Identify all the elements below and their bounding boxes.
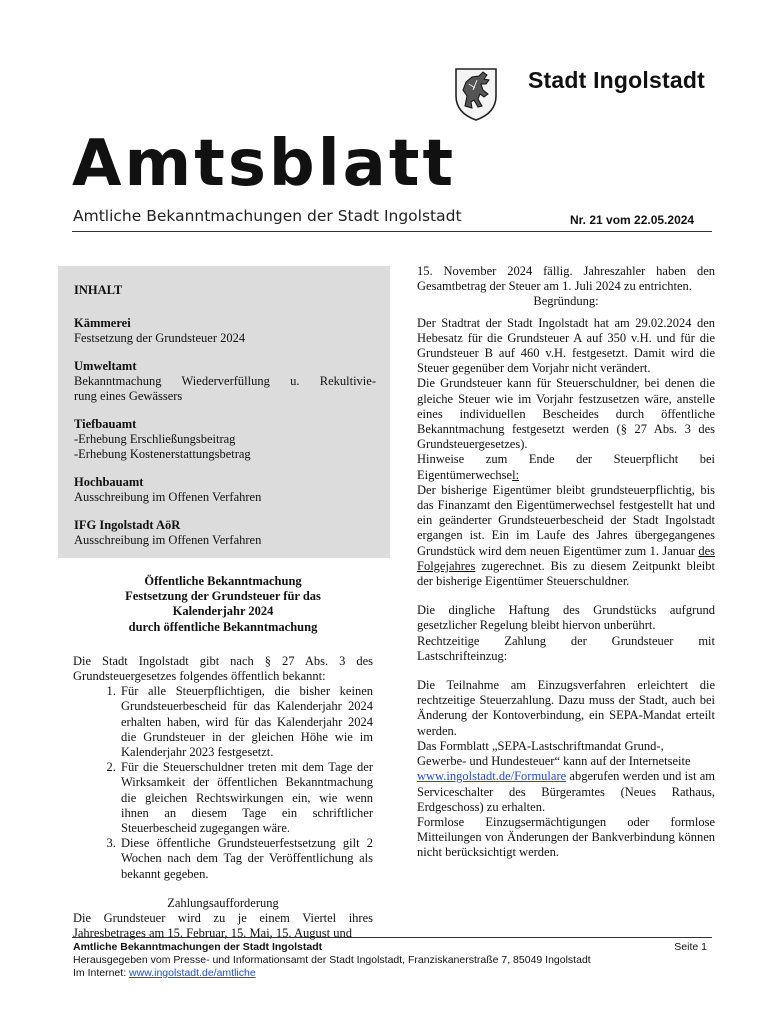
notice-heading (73, 574, 373, 635)
masthead-title: Amtsblatt (72, 127, 457, 201)
form-text-rest: abgerufen werden und ist am Serviceschalter des Bürgeramtes (Neues Rathaus, Erdgeschoss) zu erhalten. (417, 769, 715, 814)
issue-info: Nr. 21 vom 22.05.2024 (570, 213, 695, 227)
ownership-text-b: zugerechnet. Bis zu diesem Zeitpunkt bleibt der bisherige Eigentümer Steuerschuldner. (417, 558, 715, 589)
page-number: Seite 1 (674, 941, 707, 953)
notice-heading-line: Festsetzung der Grundsteuer für das (125, 589, 321, 604)
toc-section-tiefbauamt (74, 417, 376, 462)
reason-text: Der Stadtrat der Stadt Ingolstadt hat am 29.02.2024 den Hebesatz für die Grundsteuer A auf 350 v.H. und für die Grundsteuer B auf 460 v.H. festgesetzt. Damit wird die Steuer gegenüber dem Vorjahr nicht verändert. (417, 315, 715, 376)
footer-internet-link[interactable]: www.ingolstadt.de/amtliche (129, 967, 256, 979)
liability-text: Die dingliche Haftung des Grundstücks aufgrund gesetzlicher Regelung bleibt hiervon unberührt. (417, 603, 715, 633)
list-item: 3. Diese öffentliche Grundsteuerfestsetzung gilt 2 Wochen nach dem Tag der Veröffentlichung als bekannt gegeben. (119, 836, 373, 882)
toc-entry: rung eines Gewässers (74, 389, 183, 403)
footer-publisher: Herausgegeben vom Presse- und Informationsamt der Stadt Ingolstadt, Franziskanerstraße 7, 85049 Ingolstadt (73, 954, 591, 966)
toc-entry: -Erhebung Erschließungsbeitrag (74, 432, 236, 446)
sepa-text: Die Teilnahme am Einzugsverfahren erleichtert die rechtzeitige Steuerzahlung. Dazu muss der Stadt, auch bei Änderung der Kontoverbindung, ein SEPA-Mandat erteilt werden. (417, 678, 715, 738)
payment-text: Die Grundsteuer wird zu je einem Viertel ihres Jahresbetrages am 15. Februar, 15. Mai, 15. August und (73, 911, 373, 941)
ownership-text-a: Der bisherige Eigentümer bleibt grundsteuerpflichtig, bis das Finanzamt den Eigentümerwechsel festgestellt hat und ein geänderter Grundsteuerbescheid der Stadt Ingolstadt ergangen ist. Ein im Laufe des Jahres übergegangenes Grundstück wird dem neuen Eigentümer zum 1. Januar (417, 482, 715, 558)
reason-text-2: Die Grundsteuer kann für Steuerschuldner, bei denen die gleiche Steuer wie im Vorjahr festzusetzen wäre, anstelle eines individuellen Bescheides durch öffentliche Bekanntmachung festgesetzt werden (§ 27 Abs. 3 des Grundsteuergesetzes). (417, 376, 715, 452)
toc-heading: INHALT (74, 283, 123, 297)
forms-link[interactable]: www.ingolstadt.de/Formulare (417, 769, 567, 784)
toc-section-title: Hochbauamt (74, 475, 144, 489)
toc-section-title: IFG Ingolstadt AöR (74, 518, 181, 532)
notice-heading-line: Öffentliche Bekanntmachung (144, 574, 302, 588)
form-text-intro: Das Formblatt „SEPA-Lastschriftmandat Grund-, Gewerbe- und Hundesteuer“ kann auf der Internetseite (417, 738, 691, 769)
list-item: 1. Für alle Steuerpflichtigen, die bisher keinen Grundsteuerbescheid für das Kalenderjahr 2024 erhalten haben, wird für das Kalenderjahr 2024 die Grundsteuer in der gleichen Höhe wie im Kalenderjahr 2023 festgesetzt. (119, 684, 373, 760)
masthead-divider (72, 231, 712, 232)
form-text (417, 769, 715, 815)
ownership-change-heading-end: l: (512, 467, 520, 482)
toc-entry: Festsetzung der Grundsteuer 2024 (74, 331, 246, 345)
notice-heading-line: durch öffentliche Bekanntmachung (128, 619, 318, 634)
footer (73, 941, 713, 980)
footer-divider (72, 937, 712, 938)
city-coat-of-arms-icon (453, 66, 499, 122)
list-item: 2. Für die Steuerschuldner treten mit dem Tage der Wirksamkeit der öffentlichen Bekanntmachung die gleichen Rechtswirkungen ein, wie wenn ihnen an diesem Tage ein schriftlicher Steuerbescheid zugegangen wäre. (119, 760, 373, 836)
toc-section-title: Kämmerei (74, 316, 131, 330)
toc-section-hochbauamt (74, 475, 376, 505)
ownership-change-text (417, 483, 715, 589)
footer-title: Amtliche Bekanntmachungen der Stadt Ingolstadt (73, 941, 323, 953)
sepa-heading: Rechtzeitige Zahlung der Grundsteuer mit Lastschrifteinzug: (417, 633, 715, 663)
toc-section-title: Tiefbauamt (74, 417, 137, 431)
footer-internet-label: Im Internet: (73, 967, 130, 979)
toc-section-umweltamt (74, 359, 376, 404)
reason-heading: Begründung: (533, 294, 599, 309)
toc-entry: Bekanntmachung Wiederverfüllung u. Rekultivie- (74, 374, 376, 388)
notice-intro: Die Stadt Ingolstadt gibt nach § 27 Abs. 3 des Grundsteuergesetzes folgendes öffentlich bekannt: (73, 653, 373, 684)
payment-text-continued: 15. November 2024 fällig. Jahreszahler haben den Gesamtbetrag der Steuer am 1. Juli 2024 zu entrichten. (417, 264, 715, 294)
toc-entry: Ausschreibung im Offenen Verfahren (74, 533, 262, 547)
following-year-text: des Folgejahres (417, 543, 715, 573)
ownership-change-heading-text: Hinweise zum Ende der Steuerpflicht bei Eigentümerwechse (417, 452, 715, 482)
toc-section-ifg (74, 518, 376, 548)
toc-entry: -Erhebung Kostenerstattungsbetrag (74, 447, 251, 461)
toc-section-title: Umweltamt (74, 359, 137, 373)
toc-section-kaemmerei (74, 316, 376, 346)
city-name: Stadt Ingolstadt (528, 67, 705, 93)
table-of-contents (58, 266, 390, 558)
masthead-subtitle: Amtliche Bekanntmachungen der Stadt Ingolstadt (73, 207, 462, 225)
notice-list (73, 684, 373, 882)
footer-internet (73, 967, 713, 980)
right-column (417, 264, 715, 861)
toc-entry: Ausschreibung im Offenen Verfahren (74, 490, 262, 504)
informal-text: Formlose Einzugsermächtigungen oder formlose Mitteilungen von Änderungen der Bankverbindung können nicht berücksichtigt werden. (417, 814, 715, 860)
left-column (73, 574, 373, 941)
notice-heading-line: Kalenderjahr 2024 (172, 604, 274, 619)
ownership-change-heading (417, 452, 715, 482)
payment-heading: Zahlungsaufforderung (167, 895, 279, 910)
